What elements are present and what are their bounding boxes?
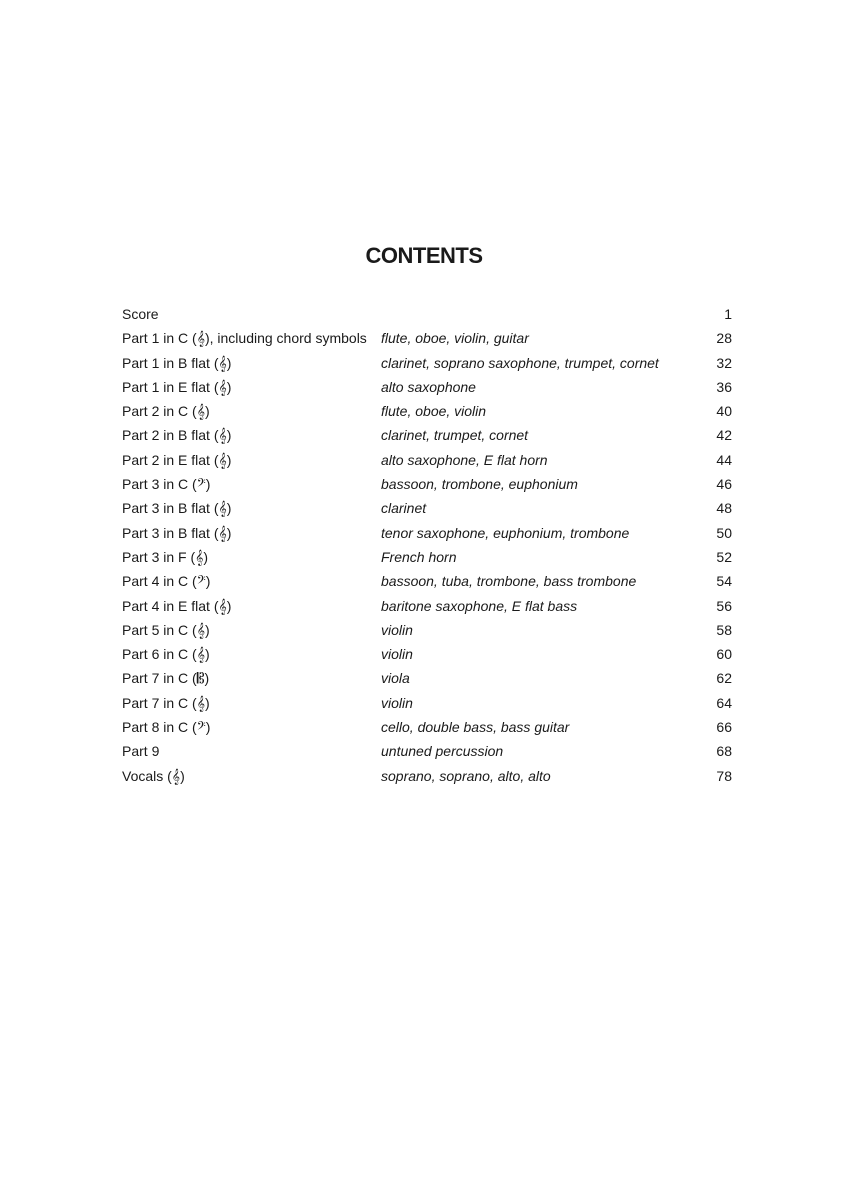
page-number: 46 <box>716 476 732 493</box>
instrument-list: violin <box>381 694 413 711</box>
instrument-list: bassoon, trombone, euphonium <box>381 476 578 493</box>
instrument-list: flute, oboe, violin <box>381 403 487 420</box>
page-number: 42 <box>716 427 732 444</box>
page-number: 32 <box>716 354 732 371</box>
part-name: Part 5 in C (𝄞) <box>122 621 210 638</box>
contents-entry <box>122 666 732 690</box>
contents-entry <box>122 399 732 423</box>
contents-entry <box>122 423 732 447</box>
page-number: 68 <box>716 743 732 760</box>
instrument-list: clarinet <box>381 500 427 517</box>
part-name: Part 3 in B flat (𝄞) <box>122 524 232 541</box>
part-name: Score <box>122 306 159 322</box>
instrument-list: bassoon, tuba, trombone, bass trombone <box>381 573 637 590</box>
contents-entry <box>122 521 732 545</box>
page-number: 44 <box>716 451 732 468</box>
instrument-list: violin <box>381 646 413 663</box>
part-name: Part 1 in C (𝄞), including chord symbols <box>122 330 367 347</box>
page-number: 60 <box>716 646 732 663</box>
instrument-list: alto saxophone <box>381 378 476 395</box>
contents-entry <box>122 715 732 739</box>
instrument-list: tenor saxophone, euphonium, trombone <box>381 524 630 541</box>
page-number: 48 <box>716 500 732 517</box>
contents-entry <box>122 618 732 642</box>
part-name: Vocals (𝄞) <box>122 767 185 784</box>
contents-entry <box>122 496 732 520</box>
instrument-list: clarinet, trumpet, cornet <box>381 427 529 444</box>
page-number: 62 <box>716 670 732 687</box>
part-name: Part 1 in B flat (𝄞) <box>122 354 232 371</box>
instrument-list: untuned percussion <box>381 743 504 760</box>
page-number: 66 <box>716 719 732 736</box>
page-title: CONTENTS <box>365 243 483 268</box>
part-name: Part 7 in C (𝄡) <box>122 670 210 687</box>
page-number: 40 <box>716 403 732 420</box>
contents-entry <box>122 326 732 350</box>
instrument-list: French horn <box>381 548 457 565</box>
part-name: Part 6 in C (𝄞) <box>122 646 210 663</box>
page-number: 64 <box>716 694 732 711</box>
instrument-list: soprano, soprano, alto, alto <box>381 767 551 784</box>
part-name: Part 8 in C (𝄢) <box>122 719 211 736</box>
page-number: 28 <box>716 330 732 347</box>
part-name: Part 3 in B flat (𝄞) <box>122 500 232 517</box>
contents-entry <box>122 472 732 496</box>
part-name: Part 2 in E flat (𝄞) <box>122 451 232 468</box>
contents-entry <box>122 545 732 569</box>
instrument-list: viola <box>381 670 410 687</box>
instrument-list: flute, oboe, violin, guitar <box>381 330 529 347</box>
part-name: Part 9 <box>122 743 160 760</box>
part-name: Part 4 in E flat (𝄞) <box>122 597 232 614</box>
part-name: Part 4 in C (𝄢) <box>122 573 211 590</box>
instrument-list: cello, double bass, bass guitar <box>381 719 570 736</box>
page-number: 58 <box>716 621 732 638</box>
contents-entry <box>122 642 732 666</box>
part-name: Part 3 in C (𝄢) <box>122 476 211 493</box>
page-number: 50 <box>716 524 732 541</box>
part-name: Part 2 in B flat (𝄞) <box>122 427 232 444</box>
instrument-list: baritone saxophone, E flat bass <box>381 597 578 614</box>
contents-entry <box>122 351 732 375</box>
page-number: 54 <box>716 573 732 590</box>
part-name: Part 2 in C (𝄞) <box>122 403 210 420</box>
part-name: Part 3 in F (𝄞) <box>122 548 209 565</box>
contents-entry <box>122 375 732 399</box>
contents-entry <box>122 448 732 472</box>
contents-list <box>122 302 732 788</box>
contents-entry <box>122 569 732 593</box>
page-number: 56 <box>716 597 732 614</box>
part-name: Part 1 in E flat (𝄞) <box>122 378 232 395</box>
instrument-list: clarinet, soprano saxophone, trumpet, cornet <box>381 354 659 371</box>
contents-entry <box>122 691 732 715</box>
instrument-list: alto saxophone, E flat horn <box>381 451 548 468</box>
page-number: 78 <box>716 767 732 784</box>
contents-entry <box>122 739 732 763</box>
part-name: Part 7 in C (𝄞) <box>122 694 210 711</box>
page-number: 52 <box>716 548 732 565</box>
contents-entry <box>122 764 732 788</box>
page-number: 36 <box>716 378 732 395</box>
contents-entry <box>122 594 732 618</box>
contents-entry <box>122 302 732 326</box>
page-number: 1 <box>724 306 732 322</box>
instrument-list: violin <box>381 621 413 638</box>
